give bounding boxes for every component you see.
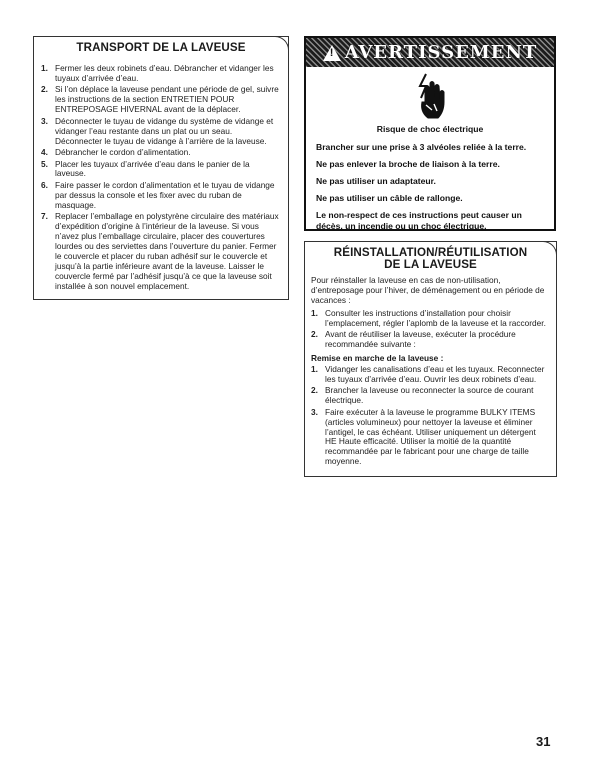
warning-banner-text: AVERTISSEMENT <box>344 42 538 63</box>
reinstall-title-line1: RÉINSTALLATION/RÉUTILISATION <box>333 246 528 259</box>
list-item: 2. Si l’on déplace la laveuse pendant une période de gel, suivre les instructions de la section ENTRETIEN POUR ENTREPOSAGE HIVERNAL avant de la déplacer. <box>41 84 279 115</box>
electric-shock-hand-icon <box>412 72 452 122</box>
warning-line-3: Ne pas utiliser un adaptateur. <box>316 176 436 186</box>
transport-title: TRANSPORT DE LA LAVEUSE <box>76 41 246 54</box>
reinstall-intro: Pour réinstaller la laveuse en cas de non-utilisation, d’entreposage pour l’hiver, de déménagement ou en période de vacances : <box>311 275 545 305</box>
list-item: 7. Replacer l’emballage en polystyrène circulaire des matériaux d’expédition d’origine à l’intérieur de la laveuse. Si vous n’avez plus l’emballage circulaire, placer des couvertures lourdes ou des serviettes dans l’ouverture du panier. Fermer le couvercle et placer du ruban adhésif sur le couvercle et jusqu’à la partie inférieure avant de la laveuse. Laisser le couvercle fermé par l’adhésif jusqu’à ce que la laveuse soit installée à son nouvel emplacement. <box>41 211 279 291</box>
warning-banner <box>306 38 554 67</box>
warning-line-4: Ne pas utiliser un câble de rallonge. <box>316 193 463 203</box>
page-number: 31 <box>536 734 551 749</box>
list-item: 1. Consulter les instructions d’installation pour choisir l’emplacement, régler l’aplomb de la laveuse et la raccorder. <box>311 307 546 328</box>
warning-heading: Risque de choc électrique <box>376 124 484 134</box>
warning-box <box>304 36 556 231</box>
restart-subheading: Remise en marche de la laveuse : <box>311 352 444 363</box>
restart-steps <box>311 365 548 467</box>
warning-line-2: Ne pas enlever la broche de liaison à la terre. <box>316 159 500 169</box>
list-item: 2. Avant de réutiliser la laveuse, exécuter la procédure recommandée suivante : <box>311 329 516 350</box>
warning-closing: Le non-respect de ces instructions peut causer un décès, un incendie ou un choc électrique. <box>316 210 522 231</box>
list-item: 5. Placer les tuyaux d’arrivée d’eau dans le panier de la laveuse. <box>41 158 250 179</box>
list-item: 3. Faire exécuter à la laveuse le programme BULKY ITEMS (articles volumineux) pour nettoyer la laveuse et éliminer l’antigel, le cas échéant. Utiliser uniquement un détergent HE Haute efficacité. Utiliser la moitié de la quantité recommandée par le fabricant pour une charge de taille moyenne. <box>311 406 536 467</box>
warning-line-1: Brancher sur une prise à 3 alvéoles reliée à la terre. <box>316 142 527 152</box>
list-item: 1. Vidanger les canalisations d’eau et les tuyaux. Reconnecter les tuyaux d’arrivée d’eau. Ouvrir les deux robinets d’eau. <box>311 363 545 384</box>
list-item: 1. Fermer les deux robinets d’eau. Débrancher et vidanger les tuyaux d’arrivée d’eau. <box>41 63 274 83</box>
list-item: 3. Déconnecter le tuyau de vidange du système de vidange et vidanger l’eau restante dans un plat ou un seau. Déconnecter le tuyau de vidange à l’arrière de la laveuse. <box>41 115 274 146</box>
transport-steps <box>41 64 279 293</box>
warning-triangle-icon <box>323 45 341 61</box>
list-item: 4. Débrancher le cordon d’alimentation. <box>41 147 191 158</box>
reinstall-section <box>304 241 557 477</box>
reinstall-title-line2: DE LA LAVEUSE <box>384 258 477 271</box>
list-item: 2. Brancher la laveuse ou reconnecter la source de courant électrique. <box>311 385 534 406</box>
list-item: 6. Faire passer le cordon d’alimentation et le tuyau de vidange par dessus la console et les fixer avec du ruban de masquage. <box>41 179 275 210</box>
transport-section <box>33 36 289 300</box>
reinstall-steps <box>311 309 548 350</box>
